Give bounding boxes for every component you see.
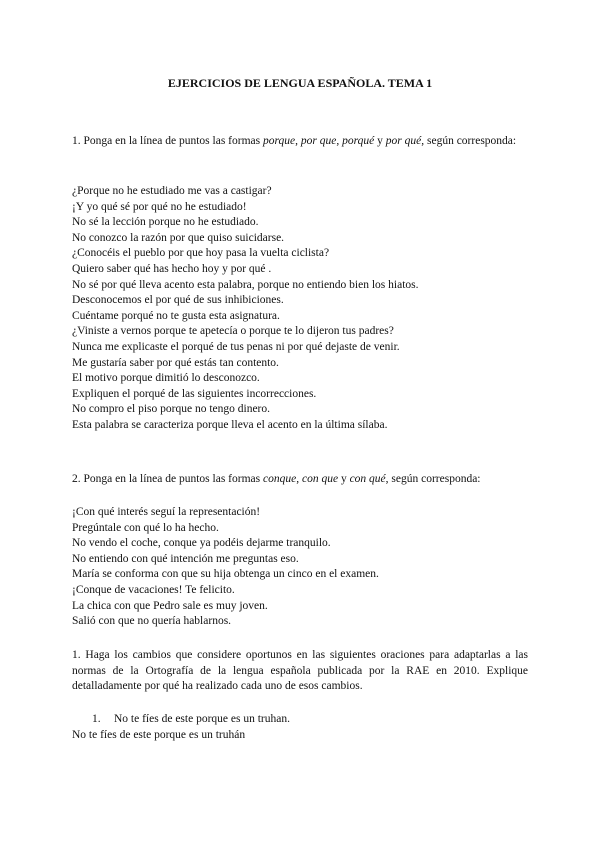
exercise-1-sentence: Cuéntame porqué no te gusta esta asignatura. bbox=[72, 309, 280, 322]
exercise-1-sentence: ¡Y yo qué sé por qué no he estudiado! bbox=[72, 200, 247, 213]
form-porque-accented: porqué bbox=[342, 135, 375, 147]
exercise-1-sentence: No sé por qué lleva acento esta palabra, porque no entiendo bien los hiatos. bbox=[72, 278, 419, 291]
corrected-sentence: No te fíes de este porque es un truhán bbox=[72, 728, 246, 741]
form-con-que-accented: con qué bbox=[349, 473, 386, 485]
exercise-2-sentence: Pregúntale con qué lo ha hecho. bbox=[72, 521, 219, 534]
exercise-1-intro-end: , según corresponda: bbox=[421, 135, 517, 147]
exercise-1-sentence: No conozco la razón por que quiso suicidarse. bbox=[72, 231, 285, 244]
exercise-1-sentence: No sé la lección porque no he estudiado. bbox=[72, 216, 259, 229]
separator: , bbox=[296, 473, 302, 485]
exercise-1-sentence: Desconocemos el por qué de sus inhibiciones. bbox=[72, 294, 284, 307]
form-porque: porque bbox=[263, 135, 296, 147]
item-number: 1. bbox=[92, 713, 101, 725]
exercise-1-sentence: Quiero saber qué has hecho hoy y por qué . bbox=[72, 262, 272, 275]
exercise-2-sentence: ¡Con qué interés seguí la representación! bbox=[72, 506, 261, 518]
exercise-2-instructions bbox=[72, 472, 528, 488]
exercise-2-sentence-list bbox=[72, 505, 528, 630]
exercise-3-instructions: 1. Haga los cambios que considere oportunos en las siguientes oraciones para adaptarlas a las normas de la Ortografía de la lengua española publicada por la RAE en 2010. Explique detalladamente por qué ha realizado cada uno de esos cambios. bbox=[72, 649, 528, 693]
exercise-1-sentence: ¿Porque no he estudiado me vas a castigar? bbox=[72, 185, 272, 197]
exercise-2-sentence: La chica con que Pedro sale es muy joven. bbox=[72, 599, 268, 612]
exercise-1-sentence: ¿Viniste a vernos porque te apetecía o porque te lo dijeron tus padres? bbox=[72, 325, 394, 338]
exercise-1-sentence: Nunca me explicaste el porqué de tus penas ni por qué dejaste de venir. bbox=[72, 340, 400, 353]
exercise-1-intro-text: 1. Ponga en la línea de puntos las formas bbox=[72, 135, 263, 147]
exercise-2-intro-end: , según corresponda: bbox=[385, 473, 481, 485]
exercise-1-sentence-list bbox=[72, 184, 528, 434]
separator: y bbox=[374, 135, 386, 147]
exercise-1-sentence: ¿Conocéis el pueblo por que hoy pasa la vuelta ciclista? bbox=[72, 247, 330, 260]
exercise-1-sentence: Me gustaría saber por qué estás tan contento. bbox=[72, 356, 279, 369]
exercise-2-sentence: ¡Conque de vacaciones! Te felicito. bbox=[72, 583, 235, 596]
item-text: No te fíes de este porque es un truhan. bbox=[114, 713, 290, 725]
exercise-1-sentence: Esta palabra se caracteriza porque lleva el acento en la última sílaba. bbox=[72, 418, 388, 431]
exercise-1-sentence: Expliquen el porqué de las siguientes incorrecciones. bbox=[72, 387, 317, 400]
form-conque: conque bbox=[263, 473, 297, 485]
exercise-2-sentence: María se conforma con que su hija obtenga un cinco en el examen. bbox=[72, 568, 379, 581]
separator: , bbox=[336, 135, 343, 147]
exercise-3-item bbox=[72, 712, 528, 743]
numbered-sentence bbox=[72, 712, 528, 728]
exercise-2-sentence: No vendo el coche, conque ya podéis dejarme tranquilo. bbox=[72, 537, 331, 550]
exercise-2-intro-text: 2. Ponga en la línea de puntos las formas bbox=[72, 473, 263, 485]
separator: , bbox=[295, 135, 301, 147]
exercise-2-sentence: Salió con que no quería hablarnos. bbox=[72, 615, 232, 628]
exercise-2-sentence: No entiendo con qué intención me preguntas eso. bbox=[72, 552, 299, 565]
form-con-que: con que bbox=[301, 473, 339, 485]
exercise-1-instructions bbox=[72, 134, 528, 150]
document-title: EJERCICIOS DE LENGUA ESPAÑOLA. TEMA 1 bbox=[167, 76, 433, 90]
exercise-1-sentence: El motivo porque dimitió lo desconozco. bbox=[72, 372, 260, 385]
separator: y bbox=[338, 473, 350, 485]
form-por-que: por que bbox=[300, 135, 337, 147]
form-por-que-accented: por qué bbox=[385, 135, 422, 147]
exercise-1-sentence: No compro el piso porque no tengo dinero. bbox=[72, 403, 271, 416]
